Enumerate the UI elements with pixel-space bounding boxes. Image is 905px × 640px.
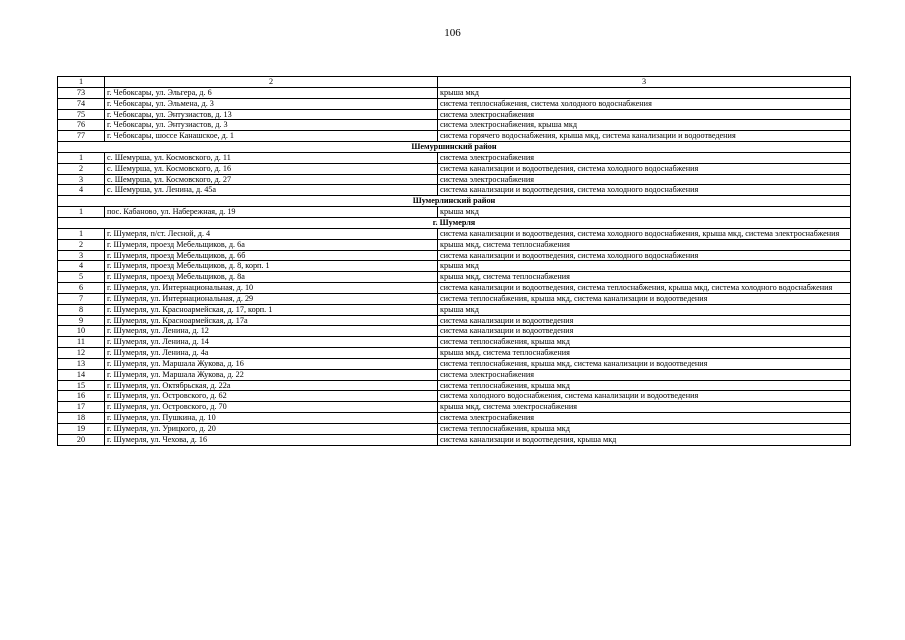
row-address: г. Шумерля, ул. Пушкина, д. 10 <box>105 413 438 424</box>
table-row <box>58 185 851 196</box>
row-systems: система электроснабжения <box>438 109 851 120</box>
row-number: 3 <box>58 250 105 261</box>
row-systems: система электроснабжения <box>438 369 851 380</box>
row-systems: система теплоснабжения, крыша мкд <box>438 424 851 435</box>
row-number: 74 <box>58 98 105 109</box>
section-title: Шемуршинский район <box>58 142 851 153</box>
row-number: 17 <box>58 402 105 413</box>
row-address: с. Шемурша, ул. Космовского, д. 27 <box>105 174 438 185</box>
row-address: г. Шумерля, ул. Октябрьская, д. 22а <box>105 380 438 391</box>
table-row <box>58 272 851 283</box>
row-systems: система канализации и водоотведения, система теплоснабжения, крыша мкд, система холодного водоснабжения <box>438 283 851 294</box>
row-address: г. Шумерля, п/ст. Лесной, д. 4 <box>105 228 438 239</box>
row-address: с. Шемурша, ул. Космовского, д. 16 <box>105 163 438 174</box>
row-address: г. Шумерля, проезд Мебельщиков, д. 6а <box>105 239 438 250</box>
row-address: г. Чебоксары, ул. Эльгера, д. 6 <box>105 87 438 98</box>
table-row <box>58 152 851 163</box>
row-number: 13 <box>58 358 105 369</box>
row-number: 19 <box>58 424 105 435</box>
table-row <box>58 369 851 380</box>
column-header-address: 2 <box>105 77 438 88</box>
page-number: 106 <box>444 27 461 39</box>
table-row <box>58 261 851 272</box>
row-number: 12 <box>58 348 105 359</box>
row-address: г. Чебоксары, ул. Энтузиастов, д. 13 <box>105 109 438 120</box>
row-address: г. Шумерля, ул. Интернациональная, д. 29 <box>105 293 438 304</box>
row-address: г. Шумерля, ул. Маршала Жукова, д. 16 <box>105 358 438 369</box>
row-address: г. Шумерля, проезд Мебельщиков, д. 6б <box>105 250 438 261</box>
table-row <box>58 326 851 337</box>
row-systems: система электроснабжения <box>438 413 851 424</box>
row-systems: крыша мкд <box>438 207 851 218</box>
row-address: г. Шумерля, ул. Островского, д. 62 <box>105 391 438 402</box>
row-number: 7 <box>58 293 105 304</box>
row-address: г. Шумерля, ул. Чехова, д. 16 <box>105 434 438 445</box>
section-title: г. Шумерля <box>58 217 851 228</box>
row-number: 2 <box>58 239 105 250</box>
table-row <box>58 434 851 445</box>
row-systems: система теплоснабжения, система холодного водоснабжения <box>438 98 851 109</box>
row-number: 77 <box>58 131 105 142</box>
row-systems: система канализации и водоотведения, система холодного водоснабжения <box>438 163 851 174</box>
row-number: 11 <box>58 337 105 348</box>
row-address: с. Шемурша, ул. Ленина, д. 45а <box>105 185 438 196</box>
table-row <box>58 304 851 315</box>
table-row <box>58 337 851 348</box>
table-row <box>58 131 851 142</box>
row-address: пос. Кабаново, ул. Набережная, д. 19 <box>105 207 438 218</box>
row-number: 15 <box>58 380 105 391</box>
row-systems: система канализации и водоотведения <box>438 326 851 337</box>
table-row <box>58 98 851 109</box>
section-header-row <box>58 196 851 207</box>
row-systems: крыша мкд <box>438 87 851 98</box>
row-address: г. Чебоксары, ул. Энтузиастов, д. 3 <box>105 120 438 131</box>
row-systems: система электроснабжения, крыша мкд <box>438 120 851 131</box>
table-row <box>58 228 851 239</box>
row-address: г. Шумерля, ул. Красноармейская, д. 17а <box>105 315 438 326</box>
row-systems: крыша мкд, система электроснабжения <box>438 402 851 413</box>
section-title: Шумерлинский район <box>58 196 851 207</box>
row-systems: система теплоснабжения, крыша мкд <box>438 337 851 348</box>
table-row <box>58 380 851 391</box>
row-systems: крыша мкд <box>438 261 851 272</box>
row-number: 14 <box>58 369 105 380</box>
row-number: 5 <box>58 272 105 283</box>
row-number: 3 <box>58 174 105 185</box>
row-address: г. Шумерля, ул. Красноармейская, д. 17, корп. 1 <box>105 304 438 315</box>
table-row <box>58 283 851 294</box>
row-address: г. Чебоксары, шоссе Канашское, д. 1 <box>105 131 438 142</box>
table-row <box>58 109 851 120</box>
row-number: 73 <box>58 87 105 98</box>
row-number: 18 <box>58 413 105 424</box>
column-header-systems: 3 <box>438 77 851 88</box>
row-systems: система канализации и водоотведения, система холодного водоснабжения <box>438 250 851 261</box>
row-systems: система электроснабжения <box>438 152 851 163</box>
row-address: г. Шумерля, ул. Урицкого, д. 20 <box>105 424 438 435</box>
row-number: 1 <box>58 228 105 239</box>
row-systems: крыша мкд, система теплоснабжения <box>438 272 851 283</box>
row-systems: система теплоснабжения, крыша мкд <box>438 380 851 391</box>
table-row <box>58 293 851 304</box>
table-row <box>58 163 851 174</box>
table-row <box>58 315 851 326</box>
row-number: 1 <box>58 152 105 163</box>
table-row <box>58 402 851 413</box>
row-address: г. Шумерля, ул. Интернациональная, д. 10 <box>105 283 438 294</box>
row-address: с. Шемурша, ул. Космовского, д. 11 <box>105 152 438 163</box>
table-row <box>58 207 851 218</box>
table-row <box>58 348 851 359</box>
row-address: г. Шумерля, проезд Мебельщиков, д. 8, корп. 1 <box>105 261 438 272</box>
row-number: 4 <box>58 185 105 196</box>
table-row <box>58 250 851 261</box>
table-body <box>58 87 851 445</box>
row-systems: система канализации и водоотведения <box>438 315 851 326</box>
row-systems: система канализации и водоотведения, система холодного водоснабжения <box>438 185 851 196</box>
row-number: 4 <box>58 261 105 272</box>
row-systems: крыша мкд <box>438 304 851 315</box>
row-number: 10 <box>58 326 105 337</box>
table-row <box>58 174 851 185</box>
row-systems: система горячего водоснабжения, крыша мкд, система канализации и водоотведения <box>438 131 851 142</box>
row-number: 76 <box>58 120 105 131</box>
section-header-row <box>58 217 851 228</box>
row-systems: система теплоснабжения, крыша мкд, система канализации и водоотведения <box>438 358 851 369</box>
row-systems: система электроснабжения <box>438 174 851 185</box>
row-number: 2 <box>58 163 105 174</box>
table-row <box>58 424 851 435</box>
row-address: г. Шумерля, проезд Мебельщиков, д. 8а <box>105 272 438 283</box>
register-table <box>57 76 851 446</box>
row-address: г. Шумерля, ул. Островского, д. 70 <box>105 402 438 413</box>
row-systems: система холодного водоснабжения, система канализации и водоотведения <box>438 391 851 402</box>
column-header-number: 1 <box>58 77 105 88</box>
row-number: 6 <box>58 283 105 294</box>
row-systems: крыша мкд, система теплоснабжения <box>438 239 851 250</box>
row-systems: система канализации и водоотведения, крыша мкд <box>438 434 851 445</box>
row-systems: крыша мкд, система теплоснабжения <box>438 348 851 359</box>
row-systems: система канализации и водоотведения, система холодного водоснабжения, крыша мкд, система электроснабжения <box>438 228 851 239</box>
row-number: 20 <box>58 434 105 445</box>
row-number: 8 <box>58 304 105 315</box>
table-row <box>58 391 851 402</box>
row-number: 16 <box>58 391 105 402</box>
table-row <box>58 413 851 424</box>
row-systems: система теплоснабжения, крыша мкд, система канализации и водоотведения <box>438 293 851 304</box>
row-address: г. Чебоксары, ул. Эльмена, д. 3 <box>105 98 438 109</box>
row-address: г. Шумерля, ул. Маршала Жукова, д. 22 <box>105 369 438 380</box>
table-row <box>58 239 851 250</box>
table-row <box>58 358 851 369</box>
row-number: 9 <box>58 315 105 326</box>
table-header-row <box>58 77 851 88</box>
row-number: 75 <box>58 109 105 120</box>
section-header-row <box>58 142 851 153</box>
table-row <box>58 87 851 98</box>
row-number: 1 <box>58 207 105 218</box>
row-address: г. Шумерля, ул. Ленина, д. 12 <box>105 326 438 337</box>
table-row <box>58 120 851 131</box>
row-address: г. Шумерля, ул. Ленина, д. 4а <box>105 348 438 359</box>
row-address: г. Шумерля, ул. Ленина, д. 14 <box>105 337 438 348</box>
